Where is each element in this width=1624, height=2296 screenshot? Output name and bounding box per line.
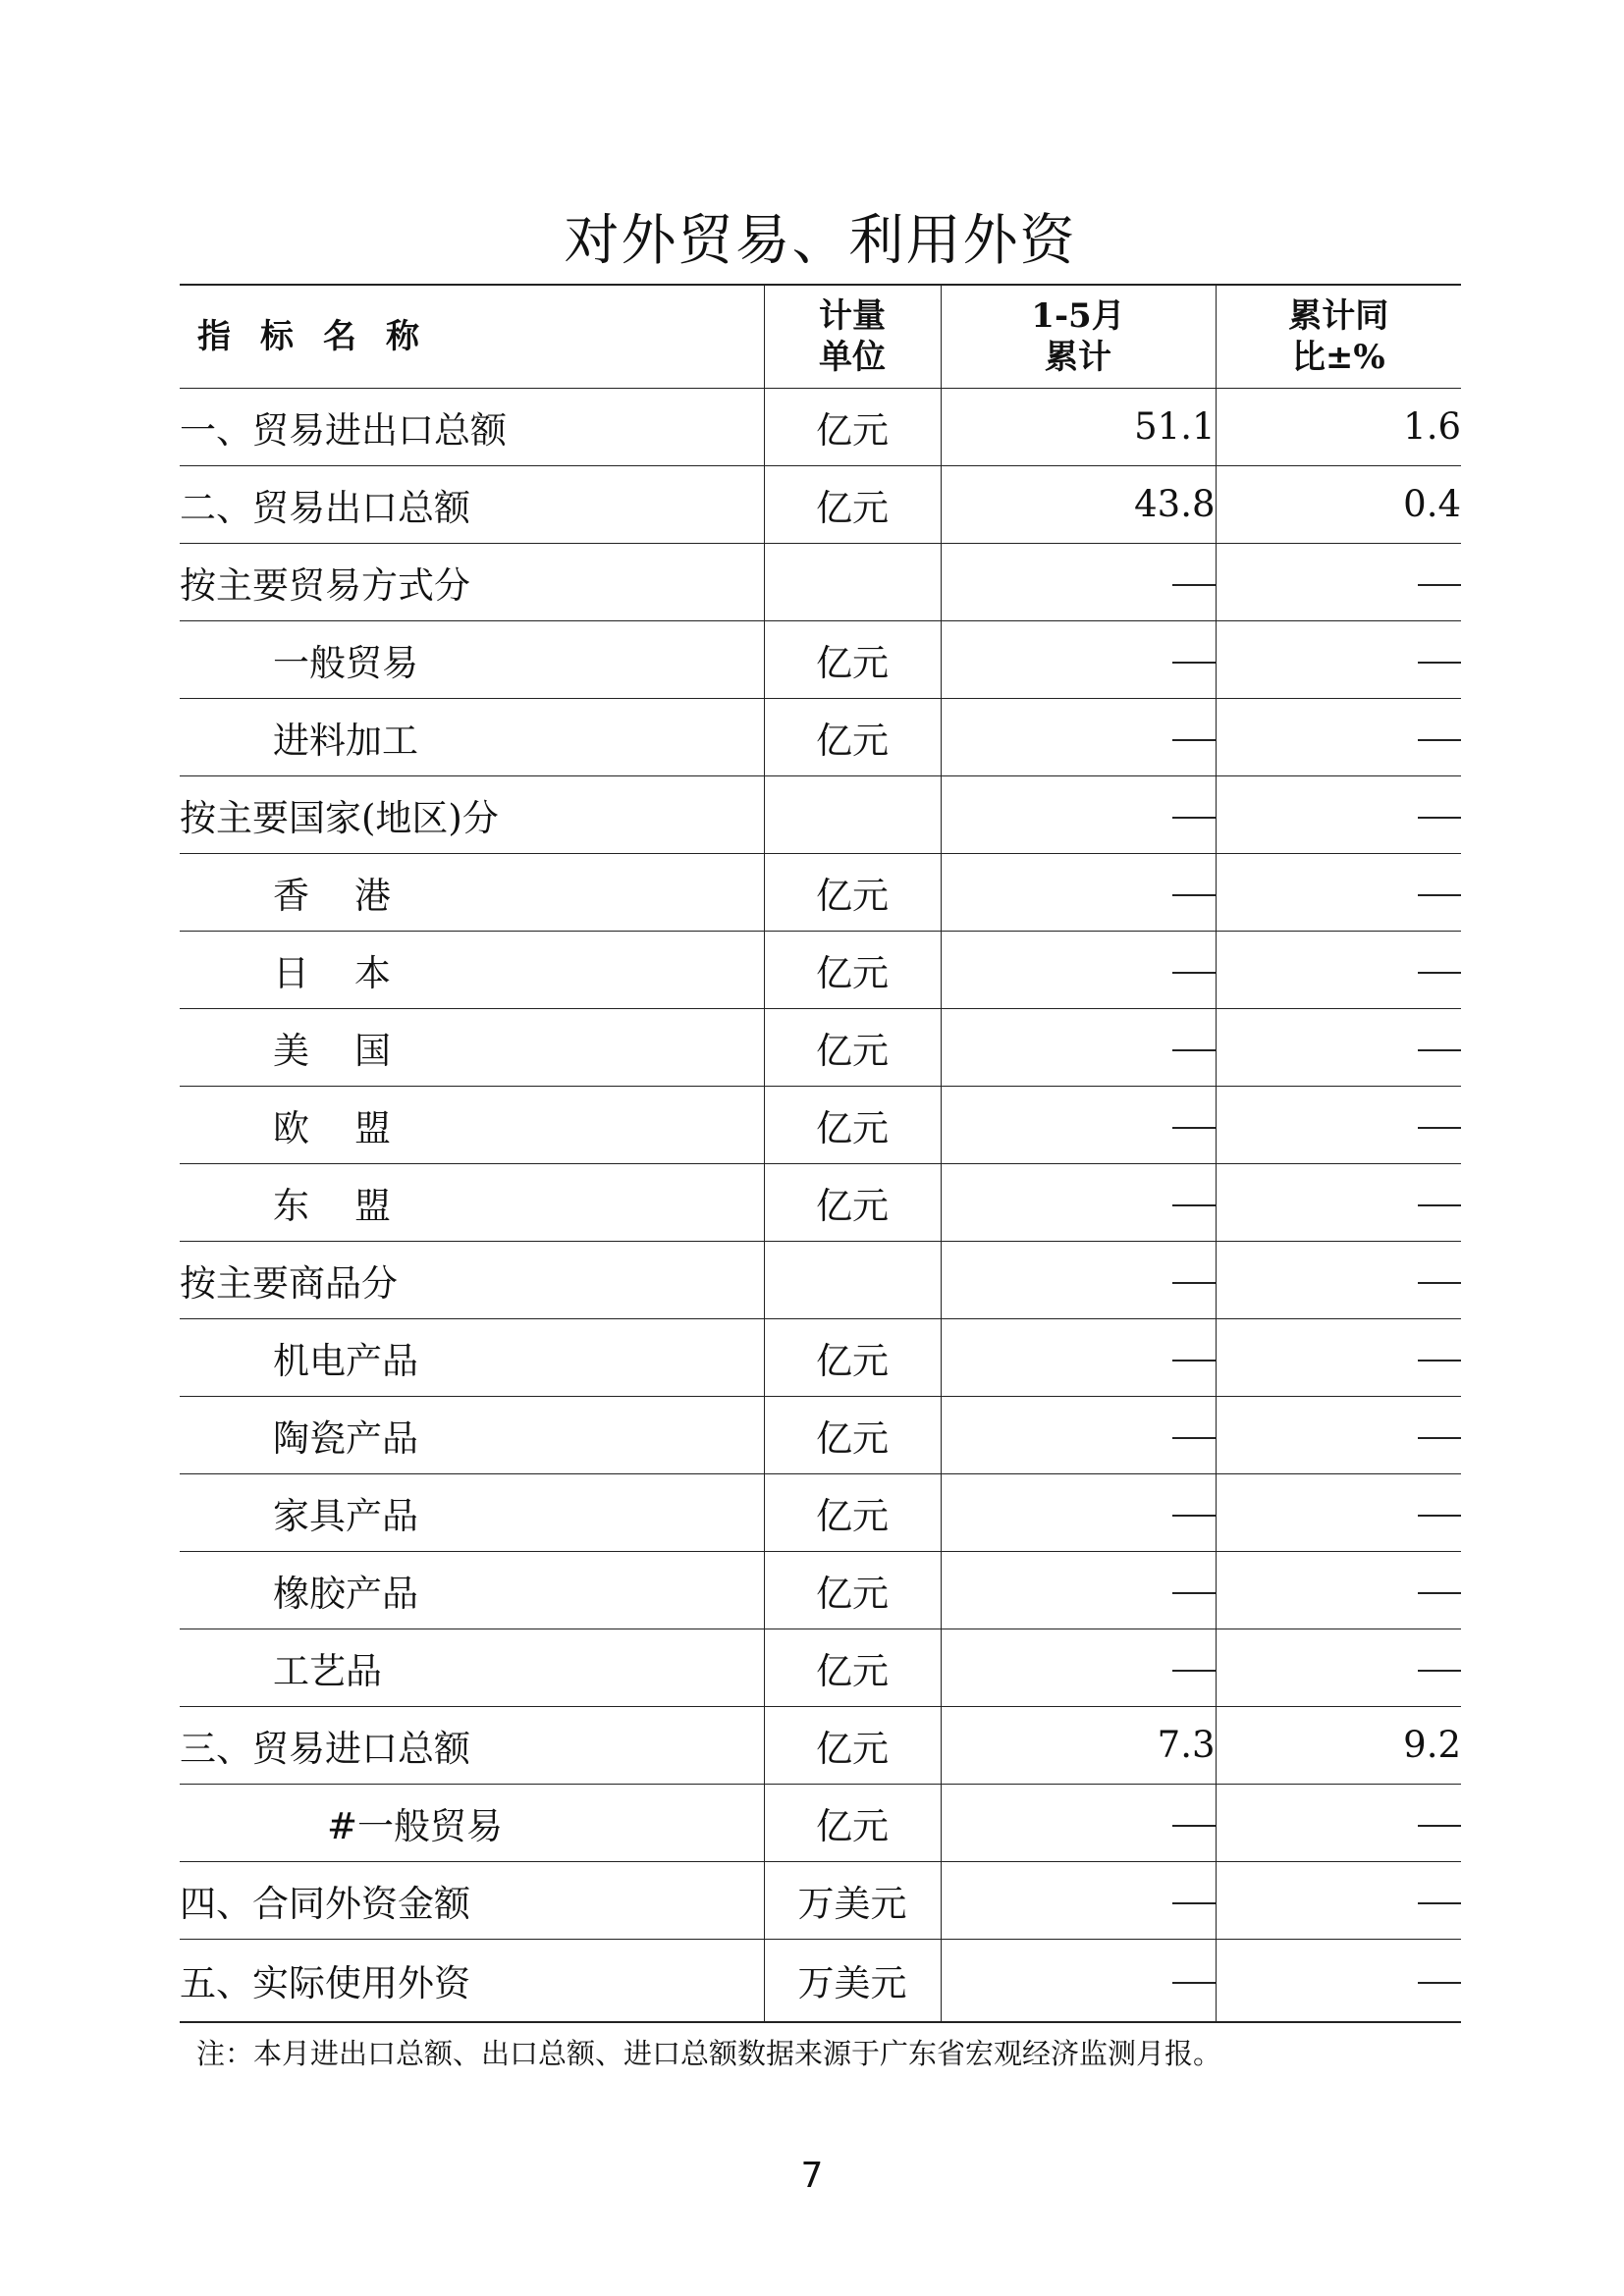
table-row (180, 1163, 1461, 1241)
row-name: 一般贸易 (180, 620, 764, 698)
row-value (941, 1629, 1216, 1706)
no-data-dash (1418, 662, 1461, 664)
header-change-line2: 比±% (1291, 337, 1385, 377)
row-unit: 亿元 (764, 1396, 941, 1473)
no-data-dash (1172, 662, 1216, 664)
header-period-line1: 1-5月 (1031, 295, 1125, 336)
no-data-dash (1418, 1127, 1461, 1129)
no-data-dash (1418, 1592, 1461, 1594)
row-value (941, 543, 1216, 620)
table-row (180, 775, 1461, 853)
row-unit: 亿元 (764, 1318, 941, 1396)
table-row (180, 620, 1461, 698)
no-data-dash (1418, 1825, 1461, 1827)
row-name: 四、合同外资金额 (180, 1861, 764, 1939)
row-change (1216, 775, 1461, 853)
row-change: 9.2 (1216, 1706, 1461, 1784)
row-value (941, 1784, 1216, 1861)
row-change (1216, 1086, 1461, 1163)
no-data-dash (1418, 1360, 1461, 1362)
table-row (180, 543, 1461, 620)
row-name: 橡胶产品 (180, 1551, 764, 1629)
row-unit: 亿元 (764, 931, 941, 1008)
header-indicator-name: 指标名称 (180, 285, 764, 388)
table-header-row (180, 285, 1461, 388)
table-row (180, 1086, 1461, 1163)
table-row (180, 1551, 1461, 1629)
no-data-dash (1172, 1204, 1216, 1206)
row-value (941, 775, 1216, 853)
row-unit: 亿元 (764, 1784, 941, 1861)
row-name: 按主要商品分 (180, 1241, 764, 1318)
row-change: 0.4 (1216, 465, 1461, 543)
table-row (180, 388, 1461, 465)
row-change (1216, 1629, 1461, 1706)
no-data-dash (1172, 1282, 1216, 1284)
row-change (1216, 698, 1461, 775)
row-unit: 亿元 (764, 853, 941, 931)
row-value: 51.1 (941, 388, 1216, 465)
row-value (941, 1551, 1216, 1629)
row-change (1216, 931, 1461, 1008)
row-unit: 亿元 (764, 1551, 941, 1629)
no-data-dash (1418, 1515, 1461, 1517)
row-value (941, 1241, 1216, 1318)
no-data-dash (1418, 584, 1461, 586)
no-data-dash (1172, 1670, 1216, 1672)
row-change: 1.6 (1216, 388, 1461, 465)
header-unit (764, 285, 941, 388)
no-data-dash (1418, 1670, 1461, 1672)
row-unit: 亿元 (764, 698, 941, 775)
row-unit: 亿元 (764, 1629, 941, 1706)
table-row (180, 1629, 1461, 1706)
row-value (941, 620, 1216, 698)
no-data-dash (1172, 584, 1216, 586)
row-value (941, 1396, 1216, 1473)
no-data-dash (1172, 972, 1216, 974)
table-row (180, 853, 1461, 931)
row-change (1216, 1318, 1461, 1396)
row-value (941, 1008, 1216, 1086)
row-name: 美国 (180, 1008, 764, 1086)
row-name: 按主要贸易方式分 (180, 543, 764, 620)
no-data-dash (1172, 1982, 1216, 1984)
row-name: 三、贸易进口总额 (180, 1706, 764, 1784)
no-data-dash (1172, 1360, 1216, 1362)
row-change (1216, 1008, 1461, 1086)
row-change (1216, 543, 1461, 620)
row-name: 香港 (180, 853, 764, 931)
no-data-dash (1172, 1515, 1216, 1517)
row-unit: 万美元 (764, 1861, 941, 1939)
table-row (180, 1861, 1461, 1939)
row-value (941, 1473, 1216, 1551)
row-value: 7.3 (941, 1706, 1216, 1784)
table-row (180, 1396, 1461, 1473)
row-name: 工艺品 (180, 1629, 764, 1706)
row-name: 机电产品 (180, 1318, 764, 1396)
row-name: 按主要国家(地区)分 (180, 775, 764, 853)
no-data-dash (1172, 1049, 1216, 1051)
no-data-dash (1418, 1902, 1461, 1904)
no-data-dash (1418, 1982, 1461, 1984)
row-change (1216, 1861, 1461, 1939)
no-data-dash (1172, 1127, 1216, 1129)
no-data-dash (1172, 1825, 1216, 1827)
no-data-dash (1172, 1592, 1216, 1594)
row-change (1216, 1396, 1461, 1473)
table-row (180, 1473, 1461, 1551)
no-data-dash (1172, 817, 1216, 819)
row-unit: 万美元 (764, 1939, 941, 2022)
row-value (941, 698, 1216, 775)
no-data-dash (1172, 739, 1216, 741)
row-unit: 亿元 (764, 1163, 941, 1241)
table-row (180, 1706, 1461, 1784)
table-row (180, 1008, 1461, 1086)
row-value: 43.8 (941, 465, 1216, 543)
row-unit: 亿元 (764, 1086, 941, 1163)
row-name: 日本 (180, 931, 764, 1008)
header-unit-line1: 计量 (819, 295, 886, 336)
no-data-dash (1418, 1204, 1461, 1206)
footnote: 注：本月进出口总额、出口总额、进口总额数据来源于广东省宏观经济监测月报。 (196, 2037, 1222, 2070)
row-unit: 亿元 (764, 1706, 941, 1784)
no-data-dash (1418, 972, 1461, 974)
table-row (180, 1939, 1461, 2022)
row-unit: 亿元 (764, 620, 941, 698)
row-unit: 亿元 (764, 1473, 941, 1551)
table-row (180, 465, 1461, 543)
no-data-dash (1418, 1282, 1461, 1284)
row-name: #一般贸易 (180, 1784, 764, 1861)
table-row (180, 698, 1461, 775)
no-data-dash (1172, 894, 1216, 896)
table-row (180, 1784, 1461, 1861)
statistics-table (180, 284, 1461, 2023)
row-change (1216, 1163, 1461, 1241)
row-value (941, 853, 1216, 931)
row-value (941, 1163, 1216, 1241)
row-value (941, 1086, 1216, 1163)
header-unit-line2: 单位 (819, 337, 886, 377)
header-period-line2: 累计 (1045, 337, 1111, 377)
table-row (180, 931, 1461, 1008)
row-change (1216, 853, 1461, 931)
row-unit: 亿元 (764, 388, 941, 465)
no-data-dash (1418, 817, 1461, 819)
no-data-dash (1418, 1049, 1461, 1051)
row-name: 欧盟 (180, 1086, 764, 1163)
no-data-dash (1418, 739, 1461, 741)
row-value (941, 1939, 1216, 2022)
header-change-line1: 累计同 (1288, 295, 1389, 336)
row-change (1216, 1939, 1461, 2022)
page-number: 7 (800, 2156, 824, 2196)
header-period (941, 285, 1216, 388)
row-change (1216, 620, 1461, 698)
row-name: 一、贸易进出口总额 (180, 388, 764, 465)
table-row (180, 1318, 1461, 1396)
row-name: 家具产品 (180, 1473, 764, 1551)
header-change (1216, 285, 1461, 388)
no-data-dash (1172, 1902, 1216, 1904)
row-name: 进料加工 (180, 698, 764, 775)
row-unit (764, 775, 941, 853)
row-change (1216, 1551, 1461, 1629)
row-value (941, 931, 1216, 1008)
row-unit: 亿元 (764, 1008, 941, 1086)
table-row (180, 1241, 1461, 1318)
no-data-dash (1418, 1437, 1461, 1439)
row-name: 二、贸易出口总额 (180, 465, 764, 543)
no-data-dash (1418, 894, 1461, 896)
row-unit (764, 1241, 941, 1318)
row-unit (764, 543, 941, 620)
row-value (941, 1318, 1216, 1396)
row-name: 东盟 (180, 1163, 764, 1241)
row-change (1216, 1473, 1461, 1551)
row-change (1216, 1241, 1461, 1318)
row-value (941, 1861, 1216, 1939)
no-data-dash (1172, 1437, 1216, 1439)
row-change (1216, 1784, 1461, 1861)
row-name: 五、实际使用外资 (180, 1939, 764, 2022)
page-title: 对外贸易、利用外资 (564, 209, 1077, 273)
row-name: 陶瓷产品 (180, 1396, 764, 1473)
row-unit: 亿元 (764, 465, 941, 543)
